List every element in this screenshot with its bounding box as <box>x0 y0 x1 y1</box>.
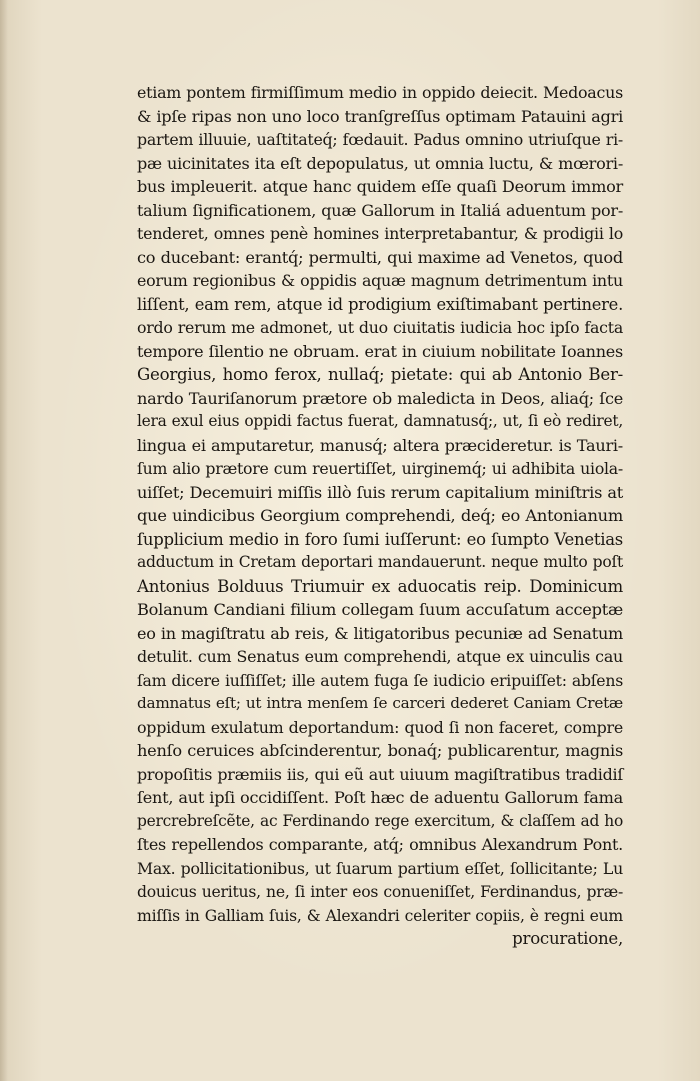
text-line: co ducebant: erantq́; permulti, qui maxime ad Venetos, quod <box>137 247 623 267</box>
text-line: percrebreſcẽte, ac Ferdinando rege exercitum, & claſſem ad ho <box>137 811 623 830</box>
text-line: tenderet, omnes penè homines interpretabantur, & prodigii lo <box>137 224 623 243</box>
text-line: adductum in Cretam deportari mandauerunt. neque multo poſt <box>137 553 623 571</box>
catchword-line: procuratione, <box>512 929 623 948</box>
text-line: ſam dicere iuſſiſſet; ille autem fuga ſe iudicio eripuiſſet: abſens <box>137 670 623 690</box>
text-line: talium ſignificationem, quæ Gallorum in Italiá aduentum por- <box>137 200 623 220</box>
text-line: miſſis in Galliam ſuis, & Alexandri celeriter copiis, è regni eum <box>137 905 623 925</box>
text-line: ſtes repellendos comparante, atq́; omnibus Alexandrum Pont. <box>137 835 623 854</box>
text-line: eo in magiſtratu ab reis, & litigatoribus pecuniæ ad Senatum <box>137 623 623 643</box>
text-line: eorum regionibus & oppidis aquæ magnum detrimentum intu <box>137 271 623 290</box>
text-line: Antonius Bolduus Triumuir ex aduocatis reip. Dominicum <box>137 576 623 596</box>
text-line: Georgius, homo ferox, nullaq́; pietate: qui ab Antonio Ber- <box>137 365 623 384</box>
text-line: propoſitis præmiis iis, qui eũ aut uiuum magiſtratibus tradidiſ <box>137 764 623 784</box>
text-line: & ipſe ripas non uno loco tranſgreſſus optimam Patauini agri <box>137 106 623 126</box>
text-line: lingua ei amputaretur, manusq́; altera præcideretur. is Tauri- <box>137 435 623 455</box>
text-line: etiam pontem firmiſſimum medio in oppido deiecit. Medoacus <box>137 83 623 102</box>
body-text <box>137 81 623 951</box>
text-line: ordo rerum me admonet, ut duo ciuitatis iudicia hoc ipſo facta <box>137 318 623 337</box>
text-line: douicus ueritus, ne, ſi inter eos conueniſſet, Ferdinandus, præ- <box>137 882 623 901</box>
text-line: bus impleuerit. atque hanc quidem eſſe quaſi Deorum immor <box>137 177 623 196</box>
text-line: pæ uicinitates ita eſt depopulatus, ut omnia luctu, & mœrori- <box>137 153 623 173</box>
text-line: Max. pollicitationibus, ut ſuarum partium eſſet, ſollicitante; Lu <box>137 858 623 878</box>
text-line: uiſſet; Decemuiri miſſis illò ſuis rerum capitalium miniſtris at <box>137 482 623 502</box>
text-line: damnatus eſt; ut intra menſem ſe carceri dederet Caniam Cretæ <box>137 694 623 712</box>
text-line: que uindicibus Georgium comprehendi, deq́; eo Antonianum <box>137 506 623 525</box>
text-line: liſſent, eam rem, atque id prodigium exiſtimabant pertinere. <box>137 294 623 314</box>
text-line: Bolanum Candiani filium collegam ſuum accuſatum acceptæ <box>137 600 623 619</box>
text-line: partem illuuie, uaſtitateq́; fœdauit. Padus omnino utriuſque ri- <box>137 130 623 149</box>
text-line: oppidum exulatum deportandum: quod ſi non faceret, compre <box>137 717 623 737</box>
text-line: ſent, aut ipſi occidiſſent. Poſt hæc de aduentu Gallorum fama <box>137 788 623 807</box>
page-edge-shadow <box>0 0 8 1081</box>
text-line: tempore ſilentio ne obruam. erat in ciuium nobilitate Ioannes <box>137 341 623 361</box>
text-line: ſupplicium medio in foro ſumi iuſſerunt: eo ſumpto Venetias <box>137 529 623 549</box>
text-line: ſum alio prætore cum reuertiſſet, uirginemq́; ui adhibita uiola- <box>137 459 623 478</box>
text-line: henſo ceruices abſcinderentur, bonaq́; publicarentur, magnis <box>137 741 623 760</box>
text-line: nardo Tauriſanorum prætore ob maledicta in Deos, aliaq́; ſce <box>137 388 623 408</box>
text-line: detulit. cum Senatus eum comprehendi, atque ex uinculis cau <box>137 647 623 666</box>
text-line: lera exul eius oppidi factus fuerat, damnatusq́;, ut, ſi eò rediret, <box>137 412 623 430</box>
